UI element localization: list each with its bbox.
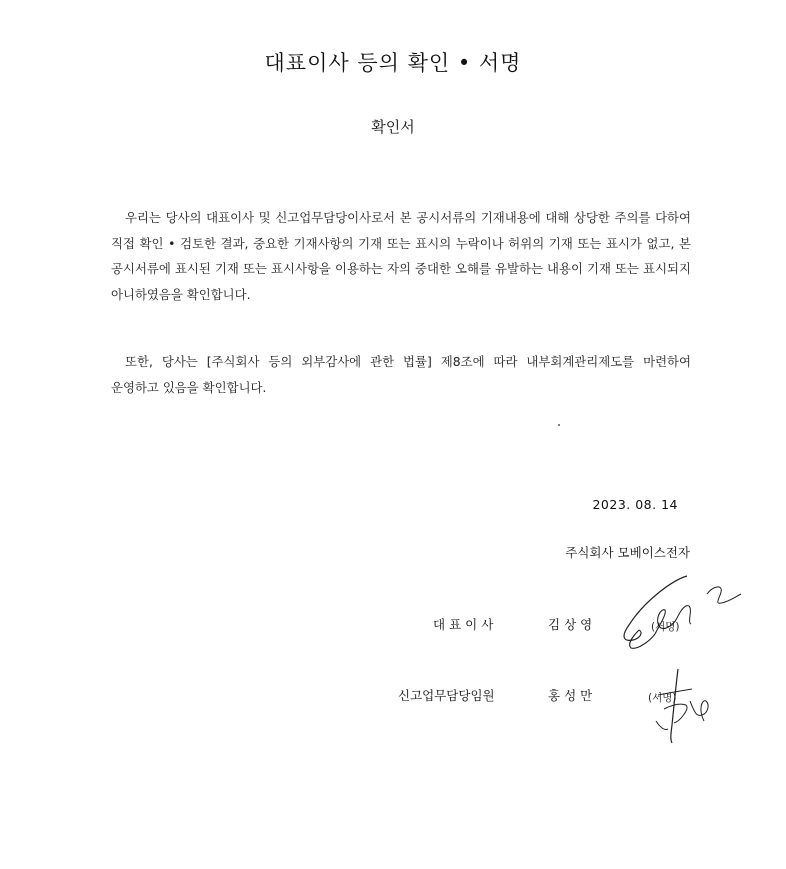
ceo-title: 대표이사	[433, 617, 498, 632]
document-title: 대표이사 등의 확인 • 서명	[264, 51, 522, 75]
document-date: 2023. 08. 14	[592, 497, 678, 512]
ceo-seal-label: (서명)	[651, 621, 680, 633]
confirmation-paragraph	[111, 205, 691, 307]
ceo-name: 김상영	[548, 617, 597, 632]
confirmation-paragraph-text: 우리는 당사의 대표이사 및 신고업무담당이사로서 본 공시서류의 기재내용에 대해 상당한 주의를 다하여 직접 확인 • 검토한 결과, 중요한 기재사항의 기재 또는 표시의 누락이나 허위의 기재 또는 표시가 없고, 본 공시서류에 표시된 기재 또는 표시사항을 이용하는 자의 중대한 오해를 유발하는 내용이 기재 또는 표시되지 아니하였음을 확인합니다.	[111, 210, 691, 302]
ceo-signature	[615, 570, 745, 660]
company-name: 주식회사 모베이스전자	[565, 545, 690, 560]
reporting-officer-name: 홍성만	[548, 688, 597, 703]
internal-control-paragraph-text: 또한, 당사는 [주식회사 등의 외부감사에 관한 법률] 제8조에 따라 내부회계관리제도를 마련하여 운영하고 있음을 확인합니다.	[111, 354, 691, 395]
scan-speck	[558, 424, 560, 426]
reporting-officer-title: 신고업무담당임원	[398, 688, 495, 703]
document-subtitle: 확인서	[371, 118, 415, 136]
reporting-officer-seal-label: (서명)	[648, 692, 677, 704]
internal-control-paragraph	[111, 349, 691, 400]
reporting-officer-signature	[650, 665, 720, 745]
